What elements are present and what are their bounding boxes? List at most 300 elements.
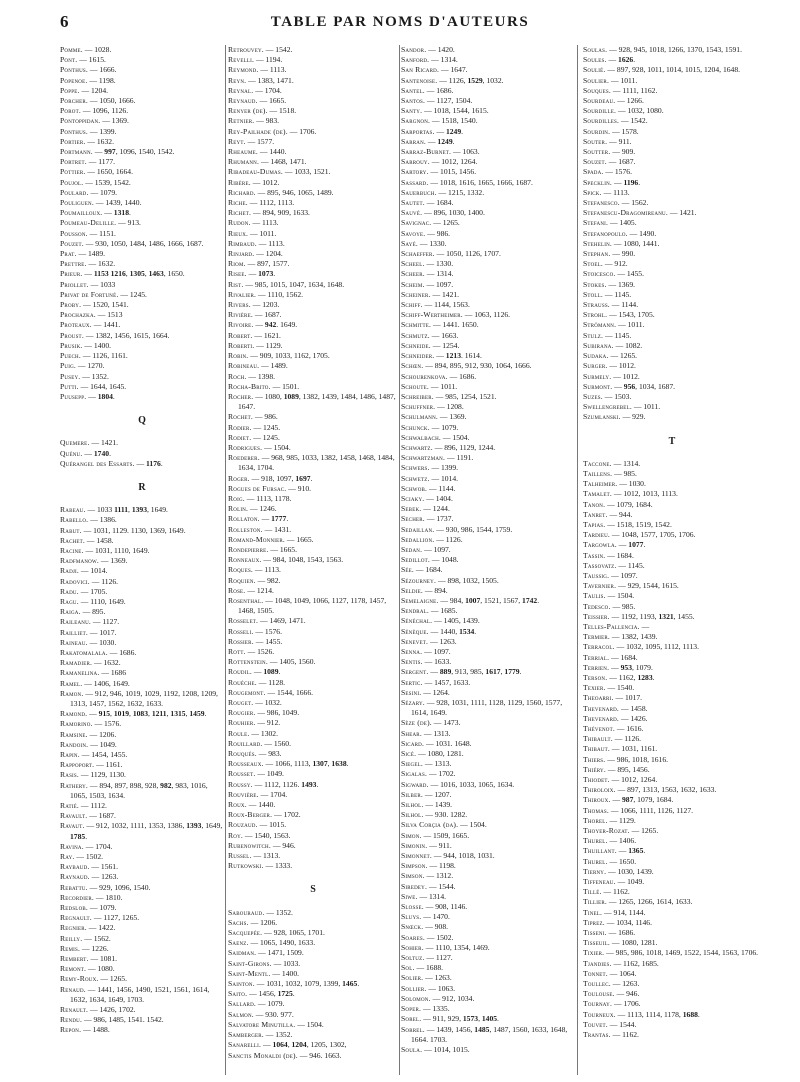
page-ref-main: 1463 bbox=[148, 269, 164, 279]
page-refs: 1263. bbox=[434, 973, 452, 983]
index-entry bbox=[401, 882, 571, 892]
author-name: Taccone. bbox=[583, 458, 612, 468]
index-entry bbox=[60, 96, 224, 106]
entry-dash: — bbox=[421, 687, 433, 697]
entry-dash: — bbox=[423, 973, 435, 983]
author-name: Thiers. bbox=[583, 754, 606, 764]
index-entry bbox=[228, 106, 398, 116]
author-name: Schwob. bbox=[401, 483, 428, 493]
page-ref-main: 1315 bbox=[170, 709, 186, 719]
index-entry bbox=[583, 846, 761, 856]
entry-dash: — bbox=[615, 877, 628, 887]
page-refs: . bbox=[697, 1009, 700, 1019]
page-ref-main: 1405 bbox=[481, 1014, 498, 1024]
author-name: Richard. bbox=[228, 187, 256, 197]
page-refs: , 1487, 1560, 1633, 1648, 1664. 1703. bbox=[411, 1024, 568, 1044]
index-entry bbox=[60, 526, 224, 536]
entry-dash: — bbox=[607, 1019, 620, 1029]
author-name: Rabeau. bbox=[60, 505, 86, 515]
author-name: Schourenkova. bbox=[401, 371, 448, 381]
page-ref-main: 1485 bbox=[474, 1024, 490, 1034]
index-entry bbox=[583, 229, 761, 239]
index-entry bbox=[60, 106, 224, 116]
page-ref-main: 1626 bbox=[618, 55, 634, 65]
page-refs: 1420. bbox=[437, 45, 455, 54]
author-name: Sénèque. bbox=[401, 626, 429, 636]
entry-dash: — bbox=[610, 795, 622, 805]
page-refs: 1127, 1504. bbox=[436, 96, 473, 106]
author-name: Sedallion. bbox=[401, 534, 435, 544]
index-entry bbox=[583, 642, 761, 652]
index-entry bbox=[401, 596, 571, 606]
page-refs: 1576. bbox=[614, 167, 632, 177]
page-refs: 1313. bbox=[434, 759, 452, 769]
page-refs: 1014. bbox=[440, 473, 459, 483]
author-name: Thomas. bbox=[583, 805, 609, 815]
entry-dash: — bbox=[248, 504, 260, 514]
index-entry bbox=[60, 985, 224, 1005]
entry-dash: — bbox=[81, 1025, 93, 1035]
author-name: Riche. bbox=[228, 198, 248, 208]
page-ref-main: 1617 bbox=[485, 667, 501, 677]
page-refs: 1244. bbox=[432, 504, 450, 514]
index-entry bbox=[583, 167, 761, 177]
page-refs: 1246. bbox=[259, 504, 277, 514]
author-name: Sourdin. bbox=[583, 126, 611, 136]
entry-dash: — bbox=[428, 636, 440, 646]
entry-dash: — bbox=[92, 147, 105, 157]
author-name: Savoye. bbox=[401, 228, 426, 238]
page-refs: 1126. bbox=[445, 534, 463, 544]
page-refs: 1080, 1281. bbox=[621, 938, 658, 948]
entry-dash: — bbox=[610, 1030, 623, 1040]
page-ref-main: 1077 bbox=[628, 540, 644, 550]
index-entry bbox=[583, 602, 761, 612]
index-entry bbox=[401, 157, 571, 167]
author-name: Stefanopoulo. bbox=[583, 228, 628, 238]
page-ref-main: 1211 bbox=[151, 709, 167, 719]
entry-dash: — bbox=[88, 1005, 100, 1015]
index-entry bbox=[583, 469, 761, 479]
index-entry bbox=[60, 249, 224, 259]
index-entry bbox=[401, 229, 571, 239]
author-name: Simon. bbox=[401, 830, 422, 840]
author-name: Robineau. bbox=[228, 361, 260, 371]
index-entry bbox=[401, 392, 571, 402]
page-refs: 1063. bbox=[437, 983, 455, 993]
index-entry bbox=[401, 1025, 571, 1045]
page-refs: 1440. bbox=[258, 800, 276, 810]
author-name: Tillé. bbox=[583, 887, 602, 897]
index-entry bbox=[228, 555, 398, 565]
page-refs: 1439, 1456, bbox=[436, 1024, 475, 1034]
page-refs: 1065, 1490, 1633. bbox=[260, 938, 316, 948]
index-entry bbox=[228, 999, 398, 1009]
page-ref-main: 1534 bbox=[459, 626, 475, 636]
author-name: Popenoe. bbox=[60, 75, 88, 85]
entry-dash: — bbox=[612, 734, 625, 744]
index-entry bbox=[583, 55, 761, 65]
author-name: Radji. bbox=[60, 566, 79, 576]
page-refs: 930. 1282. bbox=[434, 810, 468, 820]
author-name: Ramadier. bbox=[60, 658, 93, 668]
author-name: Terracol. bbox=[583, 642, 615, 652]
page-refs: 1313. bbox=[433, 728, 451, 738]
page-ref-main: 1638 bbox=[331, 759, 347, 769]
page-refs: 1704. bbox=[95, 841, 113, 851]
page-refs: 1129. bbox=[619, 815, 636, 825]
index-entry bbox=[583, 45, 761, 55]
index-entry bbox=[583, 489, 761, 499]
author-name: Stehelin. bbox=[583, 238, 613, 248]
author-name: Rolin. bbox=[228, 504, 249, 514]
page-refs: 1621. bbox=[263, 330, 281, 340]
index-entry bbox=[583, 127, 761, 137]
page-refs: 1404. bbox=[435, 493, 453, 503]
author-name: Soper. bbox=[401, 1004, 422, 1014]
page-refs: 1245. bbox=[263, 422, 281, 432]
page-ref-main: 1804 bbox=[97, 391, 113, 401]
author-name: Schœn. bbox=[401, 361, 424, 371]
page-refs: 1254. bbox=[442, 340, 460, 350]
page-refs: 1520, 1541. bbox=[92, 300, 129, 310]
page-refs: 1049. bbox=[99, 739, 117, 749]
index-entry bbox=[60, 372, 224, 382]
index-entry bbox=[401, 851, 571, 861]
index-entry bbox=[60, 351, 224, 361]
author-name: Sayé. bbox=[401, 238, 418, 248]
author-name: Thévenot. bbox=[583, 724, 615, 733]
entry-dash: — bbox=[607, 836, 619, 846]
entry-dash: — bbox=[606, 866, 618, 876]
author-name: Tamalet. bbox=[583, 489, 612, 499]
author-name: Soares. bbox=[401, 932, 425, 942]
index-entry bbox=[401, 55, 571, 65]
entry-dash: — bbox=[607, 672, 619, 682]
author-name: Ravina. bbox=[60, 841, 84, 851]
entry-dash: — bbox=[253, 698, 265, 707]
author-name: Rieux. bbox=[228, 228, 249, 238]
entry-dash: — bbox=[83, 238, 96, 248]
page-refs: 1666. bbox=[99, 65, 117, 75]
entry-dash: — bbox=[611, 85, 623, 95]
entry-dash: — bbox=[88, 96, 100, 106]
page-refs: 1406. bbox=[619, 836, 637, 846]
entry-dash: — bbox=[610, 632, 622, 642]
author-name: Sol. bbox=[401, 963, 415, 973]
page-refs: 1663. bbox=[441, 330, 459, 340]
index-entry bbox=[60, 597, 224, 607]
index-entry bbox=[401, 361, 571, 371]
author-name: Tassovatz. bbox=[583, 560, 617, 570]
entry-dash: — bbox=[87, 882, 100, 892]
author-name: Slosse. bbox=[401, 902, 424, 912]
index-entry bbox=[401, 280, 571, 290]
entry-dash: — bbox=[259, 157, 271, 167]
index-entry bbox=[401, 667, 571, 677]
page-refs: 1033 bbox=[100, 279, 116, 289]
index-entry bbox=[60, 116, 224, 126]
index-entry bbox=[60, 648, 224, 658]
page-refs: 894. bbox=[434, 585, 448, 595]
index-entry bbox=[60, 577, 224, 587]
author-name: Prat. bbox=[60, 249, 77, 259]
page-refs: 908, 1146. bbox=[435, 902, 468, 912]
index-entry bbox=[583, 300, 761, 310]
author-name: Rakatomalala. bbox=[60, 647, 108, 657]
index-entry bbox=[228, 688, 398, 698]
index-entry bbox=[60, 934, 224, 944]
entry-dash: — bbox=[607, 509, 619, 519]
entry-dash: — bbox=[612, 381, 624, 391]
page-refs: . bbox=[633, 55, 636, 65]
entry-dash: — bbox=[432, 442, 445, 452]
page-refs: 1702. bbox=[438, 769, 456, 779]
page-refs: 897, 928, 1011, 1014, 1015, 1204, 1648. bbox=[616, 65, 741, 75]
entry-dash: — bbox=[258, 616, 270, 626]
page-refs: . bbox=[160, 458, 163, 468]
index-entry bbox=[401, 769, 571, 779]
index-entry bbox=[60, 127, 224, 137]
index-entry bbox=[401, 382, 571, 392]
page-refs: 1684. bbox=[616, 550, 634, 560]
index-entry bbox=[583, 612, 761, 622]
page-refs: 1687. bbox=[264, 310, 282, 320]
author-name: Reilly. bbox=[60, 933, 83, 943]
entry-dash: — bbox=[252, 779, 265, 789]
page-refs: 1518. bbox=[279, 106, 297, 116]
author-name: Repon. bbox=[60, 1025, 82, 1035]
page-refs: 1456, bbox=[258, 989, 278, 999]
page-refs: 1352. bbox=[275, 907, 293, 917]
entry-dash: — bbox=[629, 826, 642, 836]
entry-dash: — bbox=[607, 815, 619, 825]
entry-dash: — bbox=[256, 289, 268, 299]
page-refs: 1194. bbox=[265, 55, 283, 65]
entry-dash: — bbox=[605, 550, 617, 560]
entry-dash: — bbox=[430, 340, 443, 350]
index-entry bbox=[401, 759, 571, 769]
author-name: Theoarri. bbox=[583, 693, 614, 703]
author-name: Sebek. bbox=[401, 504, 422, 514]
entry-dash: — bbox=[88, 954, 100, 964]
index-entry bbox=[583, 137, 761, 147]
index-entry bbox=[228, 116, 398, 126]
index-entry bbox=[60, 842, 224, 852]
author-name: Thiéry. bbox=[583, 764, 606, 774]
page-refs: 1504. bbox=[469, 820, 487, 830]
entry-dash: — bbox=[246, 75, 258, 85]
entry-dash: — bbox=[83, 177, 95, 187]
page-ref-main: 1459 bbox=[189, 709, 205, 719]
entry-dash: — bbox=[422, 759, 435, 769]
page-refs: 1145. bbox=[627, 560, 645, 570]
entry-dash: — bbox=[639, 621, 650, 631]
page-refs: 1129, 1130. bbox=[90, 770, 126, 780]
entry-dash: — bbox=[85, 535, 97, 545]
entry-dash: — bbox=[254, 55, 266, 65]
page-refs: 1504. bbox=[617, 591, 635, 601]
author-name: Tiprez. bbox=[583, 917, 605, 927]
page-refs: 1383, 1471. bbox=[257, 75, 294, 85]
author-name: Pont. bbox=[60, 55, 78, 65]
page-refs: 1063, 1126. bbox=[474, 310, 511, 320]
index-entry bbox=[60, 536, 224, 546]
author-name: Russel. bbox=[228, 851, 252, 861]
author-name: Stoll. bbox=[583, 289, 604, 299]
index-entry bbox=[60, 310, 224, 320]
page-refs: 929, 1544, 1615. bbox=[627, 581, 679, 591]
index-entry bbox=[228, 65, 398, 75]
index-entry bbox=[228, 280, 398, 290]
author-name: Schiff. bbox=[401, 300, 423, 310]
entry-dash: — bbox=[431, 320, 443, 330]
page-refs: 1245. bbox=[262, 432, 280, 442]
page-refs: 1208. bbox=[446, 402, 464, 412]
author-name: Targowla. bbox=[583, 540, 617, 550]
entry-dash: — bbox=[441, 432, 453, 442]
index-entry bbox=[401, 412, 571, 422]
page-refs: 895, 1456. bbox=[617, 764, 650, 774]
author-name: Priollet. bbox=[60, 279, 89, 289]
entry-dash: — bbox=[429, 463, 441, 473]
entry-dash: — bbox=[93, 892, 106, 902]
index-entry bbox=[228, 810, 398, 820]
author-name: Roux. bbox=[228, 800, 247, 810]
index-entry bbox=[401, 402, 571, 412]
index-entry bbox=[60, 923, 224, 933]
page-refs: 944. bbox=[619, 509, 633, 519]
index-entry bbox=[228, 239, 398, 249]
index-entry bbox=[401, 167, 571, 177]
section-letter-r: R bbox=[138, 481, 146, 493]
author-name: Regnier. bbox=[60, 923, 87, 933]
index-entry bbox=[60, 320, 224, 330]
author-name: Sourdilles. bbox=[583, 116, 620, 126]
author-name: Radovici. bbox=[60, 576, 90, 586]
index-entry bbox=[228, 290, 398, 300]
entry-dash: — bbox=[422, 1044, 434, 1054]
index-entry bbox=[228, 494, 398, 504]
index-entry bbox=[228, 127, 398, 137]
page-refs: 897, 1313, 1563, 1632, 1633. bbox=[627, 785, 717, 795]
author-name: Rottenstein. bbox=[228, 657, 268, 667]
page-refs: 1706. bbox=[623, 999, 641, 1009]
index-entry bbox=[60, 617, 224, 627]
author-name: Termier. bbox=[583, 632, 611, 642]
author-name: Scheer. bbox=[401, 269, 425, 279]
entry-dash: — bbox=[245, 585, 257, 595]
author-name: Prusik. bbox=[60, 340, 83, 350]
page-ref-main: 1493 bbox=[301, 779, 317, 789]
page-refs: 1049. bbox=[266, 769, 284, 779]
author-name: Secher. bbox=[401, 514, 425, 524]
author-name: Scheiner. bbox=[401, 289, 431, 299]
author-name: Silhol. bbox=[401, 810, 424, 820]
page-refs: 1352. bbox=[275, 1030, 293, 1040]
author-name: Soulier. bbox=[583, 75, 610, 85]
page-refs: . bbox=[643, 540, 646, 550]
entry-dash: — bbox=[609, 75, 621, 85]
index-entry bbox=[228, 938, 398, 948]
index-entry bbox=[228, 576, 398, 586]
index-entry bbox=[583, 382, 761, 392]
index-entry bbox=[228, 657, 398, 667]
entry-dash: — bbox=[429, 330, 442, 340]
entry-dash: — bbox=[88, 739, 100, 749]
index-entry bbox=[583, 806, 761, 816]
index-entry bbox=[583, 724, 761, 734]
entry-dash: — bbox=[424, 1024, 437, 1034]
entry-dash: — bbox=[434, 351, 446, 361]
author-name: Reymond. bbox=[228, 65, 259, 75]
index-entry bbox=[583, 351, 761, 361]
index-entry bbox=[228, 959, 398, 969]
index-entry bbox=[401, 616, 571, 626]
index-entry bbox=[228, 820, 398, 830]
section-letter-q: Q bbox=[138, 415, 146, 427]
page-refs: 1126, 1161. bbox=[92, 351, 128, 361]
author-name: Tavernier. bbox=[583, 581, 617, 591]
author-name: Ratié. bbox=[60, 801, 79, 811]
entry-dash: — bbox=[246, 269, 259, 279]
index-entry bbox=[401, 606, 571, 616]
entry-dash: — bbox=[414, 565, 426, 575]
page-refs: 1206. bbox=[99, 729, 117, 739]
entry-dash: — bbox=[87, 228, 100, 238]
page-refs: 914, 1144. bbox=[613, 907, 646, 917]
entry-dash: — bbox=[429, 606, 441, 616]
author-name: Sarportas. bbox=[401, 126, 435, 136]
index-entry bbox=[583, 744, 761, 754]
page-refs: 1578. bbox=[621, 126, 639, 136]
page-refs: 1312. bbox=[436, 871, 454, 881]
author-name: Rouhier. bbox=[228, 718, 256, 728]
page-refs: 1526. bbox=[257, 646, 275, 656]
page-refs: 911. bbox=[438, 840, 452, 850]
page-refs: 1110, 1562. bbox=[267, 289, 304, 299]
page-refs: 983. bbox=[265, 116, 280, 126]
author-name: Sicé. bbox=[401, 749, 417, 759]
page-refs: 1540. bbox=[617, 683, 635, 693]
entry-dash: — bbox=[427, 881, 439, 891]
author-name: Sedillot. bbox=[401, 555, 431, 565]
page-refs: 985. bbox=[623, 468, 637, 478]
page-ref-main: 1725 bbox=[277, 989, 293, 999]
page-refs: 1033 bbox=[96, 505, 115, 515]
author-name: Rivière. bbox=[228, 310, 253, 320]
page-refs: 1501. bbox=[282, 381, 300, 391]
entry-dash: — bbox=[612, 468, 624, 478]
entry-dash: — bbox=[609, 938, 622, 948]
page-refs: 985, 1254, 1521. bbox=[445, 391, 497, 401]
index-entry bbox=[583, 1010, 761, 1020]
page-refs: 1333. bbox=[275, 861, 293, 871]
page-refs: 968, 985, 1033, 1382, 1458, 1468, 1484, 1634, 1704. bbox=[238, 453, 395, 473]
page-ref-main: 1318 bbox=[113, 208, 129, 218]
entry-dash: — bbox=[426, 136, 438, 146]
entry-dash: — bbox=[610, 249, 622, 259]
entry-dash: — bbox=[424, 953, 436, 963]
index-entry bbox=[401, 300, 571, 310]
page-ref-main: 1785 bbox=[70, 831, 86, 841]
index-entry bbox=[60, 556, 224, 566]
page-refs: 1686 bbox=[110, 668, 127, 678]
page-refs: 1540, 1563. bbox=[254, 830, 291, 840]
page-refs: 1265. bbox=[641, 826, 659, 836]
author-name: Tillier. bbox=[583, 897, 607, 907]
index-entry bbox=[401, 953, 571, 963]
